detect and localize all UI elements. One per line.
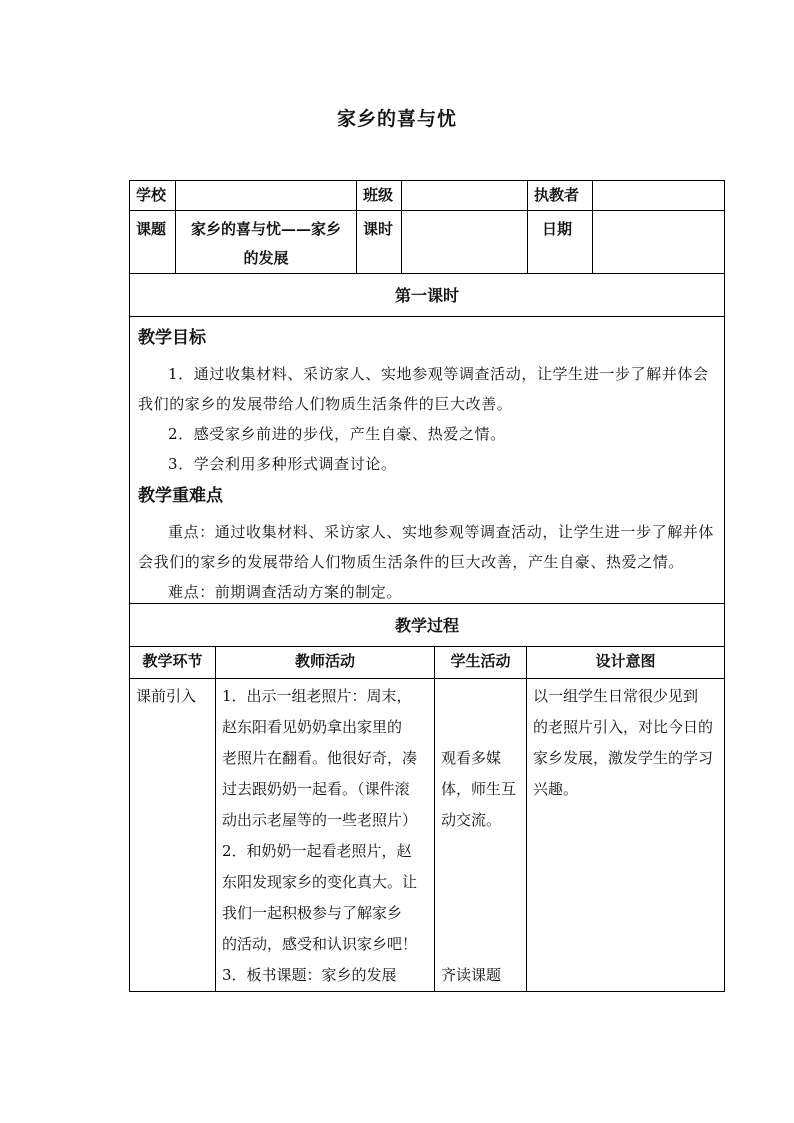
class-label: 班级 — [357, 181, 402, 211]
teacher-line-10: 3．板书课题：家乡的发展 — [222, 966, 397, 984]
teacher-line-7: 东阳发现家乡的变化真大。让 — [222, 873, 418, 891]
design-intent-cell — [527, 679, 725, 992]
goals-section — [130, 317, 725, 604]
goals-heading: 教学目标 — [138, 328, 206, 348]
topic-line-1: 家乡的喜与忧——家乡 — [190, 220, 341, 238]
period-value[interactable] — [402, 211, 528, 274]
goal-item-3: 3．学会利用多种形式调查讨论。 — [168, 455, 397, 473]
teacher-line-1: 1．出示一组老照片：周末， — [222, 687, 412, 705]
lesson-period-heading: 第一课时 — [130, 274, 725, 317]
teacher-line-4: 过去跟奶奶一起看。（课件滚 — [222, 780, 410, 798]
date-value[interactable] — [593, 211, 725, 274]
school-label: 学校 — [130, 181, 176, 211]
student-line-7 — [441, 867, 520, 898]
student-line-4: 体，师生互 — [441, 780, 517, 798]
topic-label: 课题 — [130, 211, 176, 274]
intent-line-2: 的老照片引入，对比今日的 — [533, 718, 714, 736]
teacher-line-2: 赵东阳看见奶奶拿出家里的 — [222, 718, 403, 736]
intent-line-3: 家乡发展，激发学生的学习 — [533, 749, 714, 767]
teacher-line-9: 的活动，感受和认识家乡吧！ — [222, 935, 418, 953]
teacher-line-8: 我们一起积极参与了解家乡 — [222, 904, 403, 922]
student-line-2 — [441, 712, 520, 743]
student-line-9 — [441, 929, 520, 960]
lesson-plan-table — [129, 180, 724, 992]
document-title: 家乡的喜与忧 — [336, 108, 457, 130]
teacher-label: 执教者 — [528, 181, 593, 211]
date-label: 日期 — [528, 211, 593, 274]
student-line-10: 齐读课题 — [441, 966, 502, 984]
col-header-teacher: 教师活动 — [216, 647, 435, 679]
topic-line-2: 的发展 — [243, 249, 289, 267]
student-line-8 — [441, 898, 520, 929]
process-heading: 教学过程 — [130, 604, 725, 647]
col-header-stage: 教学环节 — [130, 647, 216, 679]
key-point-item-1: 重点：通过收集材料、采访家人、实地参观等调查活动，让学生进一步了解并体会我们的家乡的发展带给人们物质生活条件的巨大改善，产生自豪、热爱之情。 — [138, 523, 715, 571]
intent-line-1: 以一组学生日常很少见到 — [533, 687, 699, 705]
goal-item-1: 1．通过收集材料、采访家人、实地参观等调查活动，让学生进一步了解并体会我们的家乡的发展带给人们物质生活条件的巨大改善。 — [138, 365, 709, 413]
info-table — [129, 180, 725, 647]
teacher-value[interactable] — [593, 181, 725, 211]
student-line-3: 观看多媒 — [441, 749, 502, 767]
intent-line-4: 兴趣。 — [533, 780, 579, 798]
teacher-line-3: 老照片在翻看。他很好奇，凑 — [222, 749, 418, 767]
student-line-6 — [441, 836, 520, 867]
process-table — [129, 646, 725, 992]
student-activity-cell — [435, 679, 527, 992]
class-value[interactable] — [402, 181, 528, 211]
key-point-item-2: 难点：前期调查活动方案的制定。 — [168, 583, 403, 601]
col-header-student: 学生活动 — [435, 647, 527, 679]
teacher-activity-cell — [216, 679, 435, 992]
key-points-heading: 教学重难点 — [138, 486, 223, 506]
student-line-5: 动交流。 — [441, 811, 502, 829]
school-value[interactable] — [176, 181, 357, 211]
stage-cell: 课前引入 — [130, 679, 216, 992]
teacher-line-5: 动出示老屋等的一些老照片） — [222, 811, 418, 829]
goal-item-2: 2．感受家乡前进的步伐，产生自豪、热爱之情。 — [168, 425, 506, 443]
period-label: 课时 — [357, 211, 402, 274]
col-header-intent: 设计意图 — [527, 647, 725, 679]
topic-value — [176, 211, 357, 274]
teacher-line-6: 2．和奶奶一起看老照片，赵 — [222, 842, 412, 860]
student-line-1 — [441, 681, 520, 712]
